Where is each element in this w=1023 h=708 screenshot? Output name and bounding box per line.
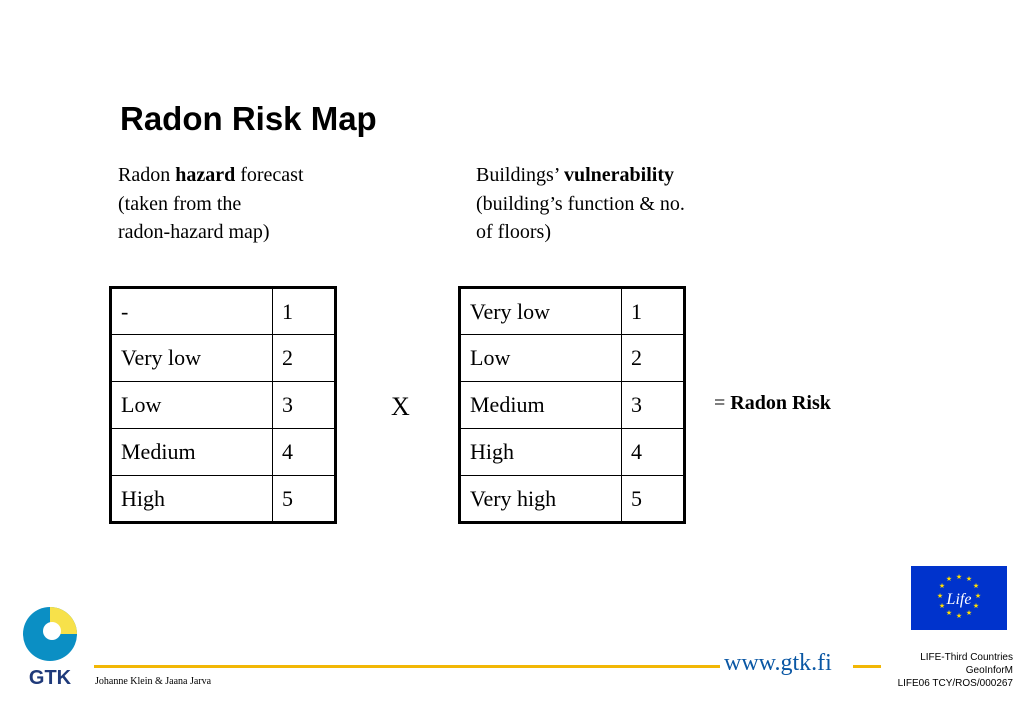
- table-row: [111, 429, 336, 476]
- table-cell-value: 5: [273, 476, 336, 523]
- table-row: [111, 382, 336, 429]
- table-row: [111, 335, 336, 382]
- website-link[interactable]: www.gtk.fi: [724, 650, 832, 676]
- svg-text:★: ★: [945, 575, 953, 583]
- gtk-logo-text: GTK: [28, 667, 72, 689]
- credit-line: LIFE06 TCY/ROS/000267: [897, 678, 1013, 689]
- hazard-table: [109, 286, 337, 524]
- table-row: [111, 288, 336, 335]
- svg-text:★: ★: [938, 582, 946, 590]
- hazard-desc-line2: (taken from the: [118, 192, 242, 215]
- eu-life-logo: [911, 566, 1007, 630]
- svg-text:★: ★: [972, 602, 980, 610]
- svg-text:★: ★: [965, 575, 973, 583]
- footer-divider-end: [853, 665, 881, 668]
- table-row: [460, 382, 685, 429]
- table-cell-value: 4: [273, 429, 336, 476]
- table-row: [460, 429, 685, 476]
- svg-text:★: ★: [938, 602, 946, 610]
- vulnerability-description: [476, 161, 746, 247]
- hazard-desc-pre: Radon: [118, 164, 176, 186]
- table-cell-label: Very low: [111, 335, 273, 382]
- vuln-desc-line3: of floors): [476, 221, 551, 243]
- hazard-desc-post: forecast: [235, 164, 304, 186]
- footer-divider: [94, 665, 720, 668]
- table-cell-value: 2: [273, 335, 336, 382]
- credit-line: GeoInforM: [965, 665, 1013, 676]
- multiply-operator: X: [391, 392, 410, 421]
- table-cell-value: 5: [622, 476, 685, 523]
- table-cell-label: Medium: [111, 429, 273, 476]
- table-cell-label: Medium: [460, 382, 622, 429]
- table-cell-label: High: [111, 476, 273, 523]
- credit-line: LIFE-Third Countries: [920, 652, 1013, 663]
- svg-text:★: ★: [972, 582, 980, 590]
- svg-text:★: ★: [974, 592, 982, 600]
- svg-text:★: ★: [965, 609, 973, 617]
- table-row: [460, 288, 685, 335]
- table-cell-value: 1: [273, 288, 336, 335]
- result-label: [714, 392, 831, 415]
- gtk-globe-highlight: [43, 622, 61, 640]
- table-cell-label: Very low: [460, 288, 622, 335]
- table-cell-value: 4: [622, 429, 685, 476]
- table-cell-value: 3: [622, 382, 685, 429]
- page-title: Radon Risk Map: [120, 100, 377, 137]
- table-cell-value: 1: [622, 288, 685, 335]
- result-equals: =: [714, 392, 731, 414]
- vuln-desc-pre: Buildings’: [476, 164, 564, 186]
- table-cell-value: 2: [622, 335, 685, 382]
- eu-life-text: Life: [946, 591, 972, 608]
- table-cell-label: Very high: [460, 476, 622, 523]
- project-credits: [898, 651, 1013, 690]
- gtk-logo: [18, 604, 82, 689]
- hazard-desc-line3: radon-hazard map): [118, 221, 270, 243]
- vuln-desc-line2: (building’s function & no.: [476, 192, 685, 215]
- svg-text:★: ★: [936, 592, 944, 600]
- table-cell-label: Low: [460, 335, 622, 382]
- table-row: [460, 335, 685, 382]
- vuln-desc-bold: vulnerability: [563, 164, 674, 186]
- vulnerability-table: [458, 286, 686, 524]
- svg-text:★: ★: [945, 609, 953, 617]
- result-text: Radon Risk: [730, 392, 831, 414]
- table-row: [111, 476, 336, 523]
- table-cell-label: -: [111, 288, 273, 335]
- table-cell-value: 3: [273, 382, 336, 429]
- table-row: [460, 476, 685, 523]
- hazard-desc-bold: hazard: [175, 164, 236, 186]
- svg-text:★: ★: [955, 573, 963, 581]
- table-cell-label: Low: [111, 382, 273, 429]
- table-cell-label: High: [460, 429, 622, 476]
- authors-text: Johanne Klein & Jaana Jarva: [95, 676, 212, 687]
- hazard-description: [118, 161, 368, 247]
- svg-text:★: ★: [955, 612, 963, 620]
